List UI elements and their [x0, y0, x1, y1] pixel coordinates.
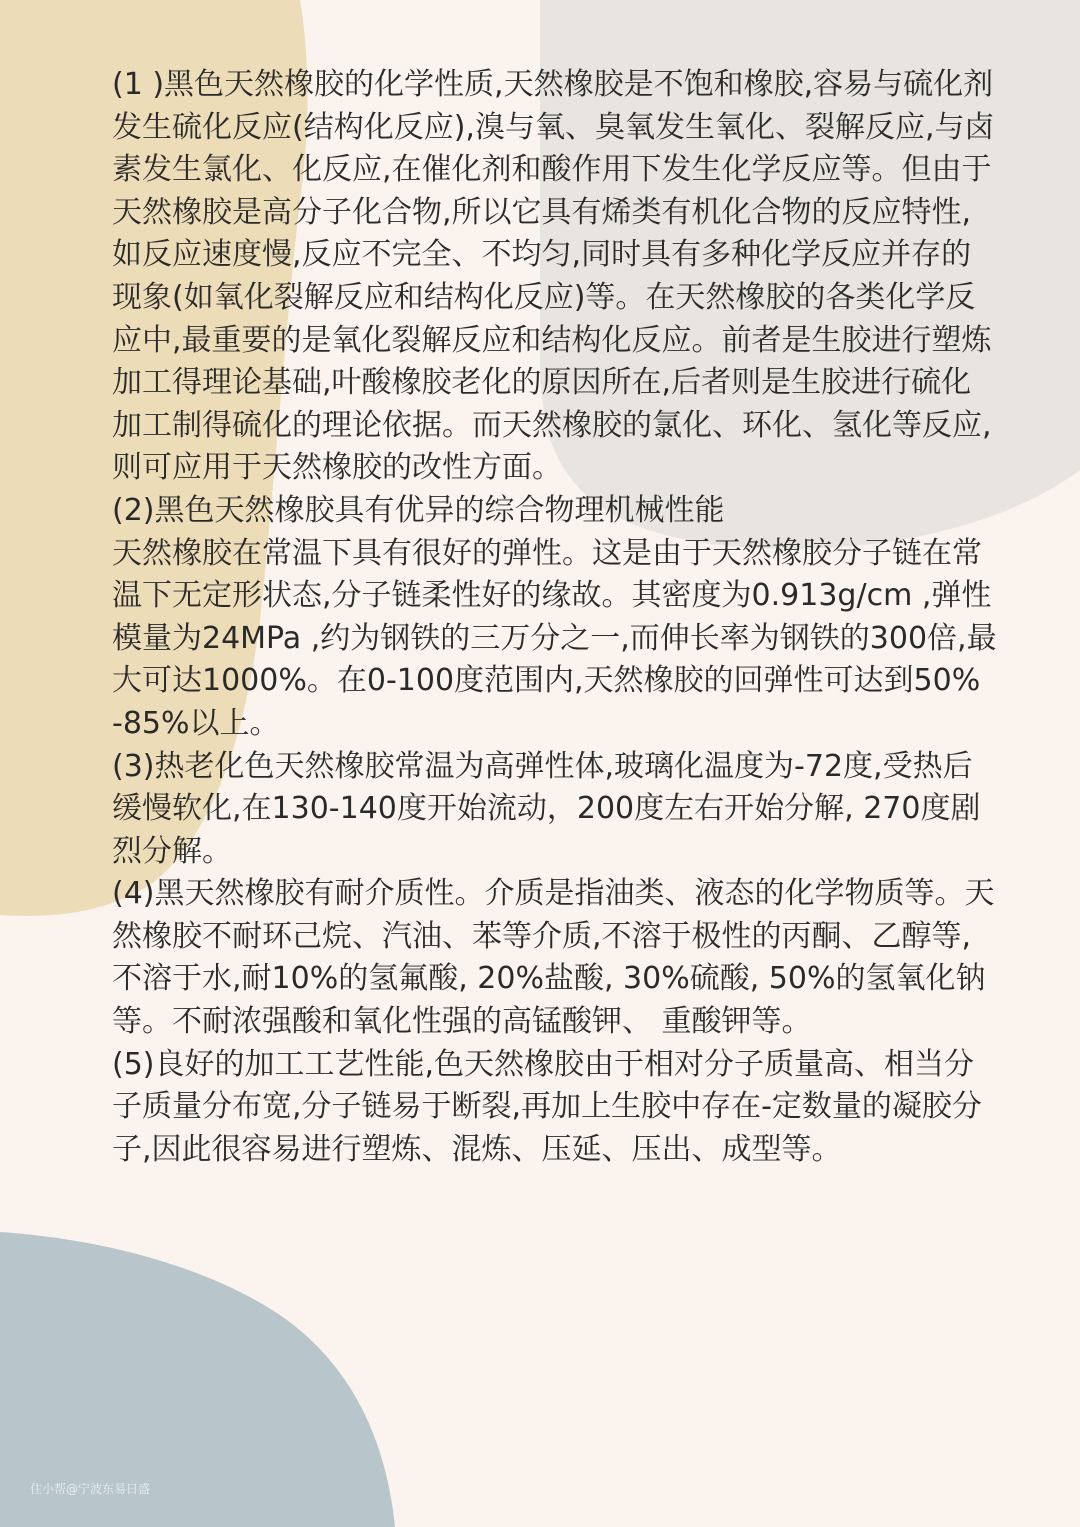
paragraph-mechanical-heading: (2)黑色天然橡胶具有优异的综合物理机械性能 [112, 492, 725, 528]
watermark-text: 住小帮@宁波东易日盛 [30, 1482, 151, 1496]
paragraph-heat-aging: (3)热老化色天然橡胶常温为高弹性体,玻璃化温度为-72度,受热后缓慢软化,在130-140度开始流动，200度左右开始分解, 270度剧烈分解。 [112, 748, 981, 869]
paragraph-elasticity: 天然橡胶在常温下具有很好的弹性。这是由于天然橡胶分子链在常温下无定形状态,分子链柔性好的缘故。其密度为0.913g/cm ,弹性模量为24MPa ,约为钢铁的三万分之一,而伸长率为钢铁的300倍,最大可达1000%。在0-100度范围内,天然橡胶的回弹性可达到50% -85%以上。 [112, 535, 997, 741]
paragraph-chemical-properties: (1 )黑色天然橡胶的化学性质,天然橡胶是不饱和橡胶,容易与硫化剂发生硫化反应(结构化反应),溴与氧、臭氧发生氧化、裂解反应,与卤素发生氯化、化反应,在催化剂和酸作用下发生化学反应等。但由于天然橡胶是高分子化合物,所以它具有烯类有机化合物的反应特性,如反应速度慢,反应不完全、不均匀,同时具有多种化学反应并存的现象(如氧化裂解反应和结构化反应)等。在天然橡胶的各类化学反应中,最重要的是氧化裂解反应和结构化反应。前者是生胶进行塑炼加工得理论基础,叶酸橡胶老化的原因所在,后者则是生胶进行硫化加工制得硫化的理论依据。而天然橡胶的氯化、环化、氢化等反应,则可应用于天然橡胶的改性方面。 [112, 67, 995, 486]
article-body [112, 64, 997, 1171]
paragraph-processing: (5)良好的加工工艺性能,色天然橡胶由于相对分子质量高、相当分子质量分布宽,分子链易于断裂,再加上生胶中存在-定数量的凝胶分子,因此很容易进行塑炼、混炼、压延、压出、成型等。 [112, 1046, 982, 1167]
paragraph-medium-resistance: (4)黑天然橡胶有耐介质性。介质是指油类、液态的化学物质等。天然橡胶不耐环己烷、汽油、苯等介质,不溶于极性的丙酮、乙醇等,不溶于水,耐10%的氢氟酸, 20%盐酸, 30%硫酸, 50%的氢氧化钠等。不耐浓强酸和氧化性强的高锰酸钾、 重酸钾等。 [112, 876, 995, 1040]
